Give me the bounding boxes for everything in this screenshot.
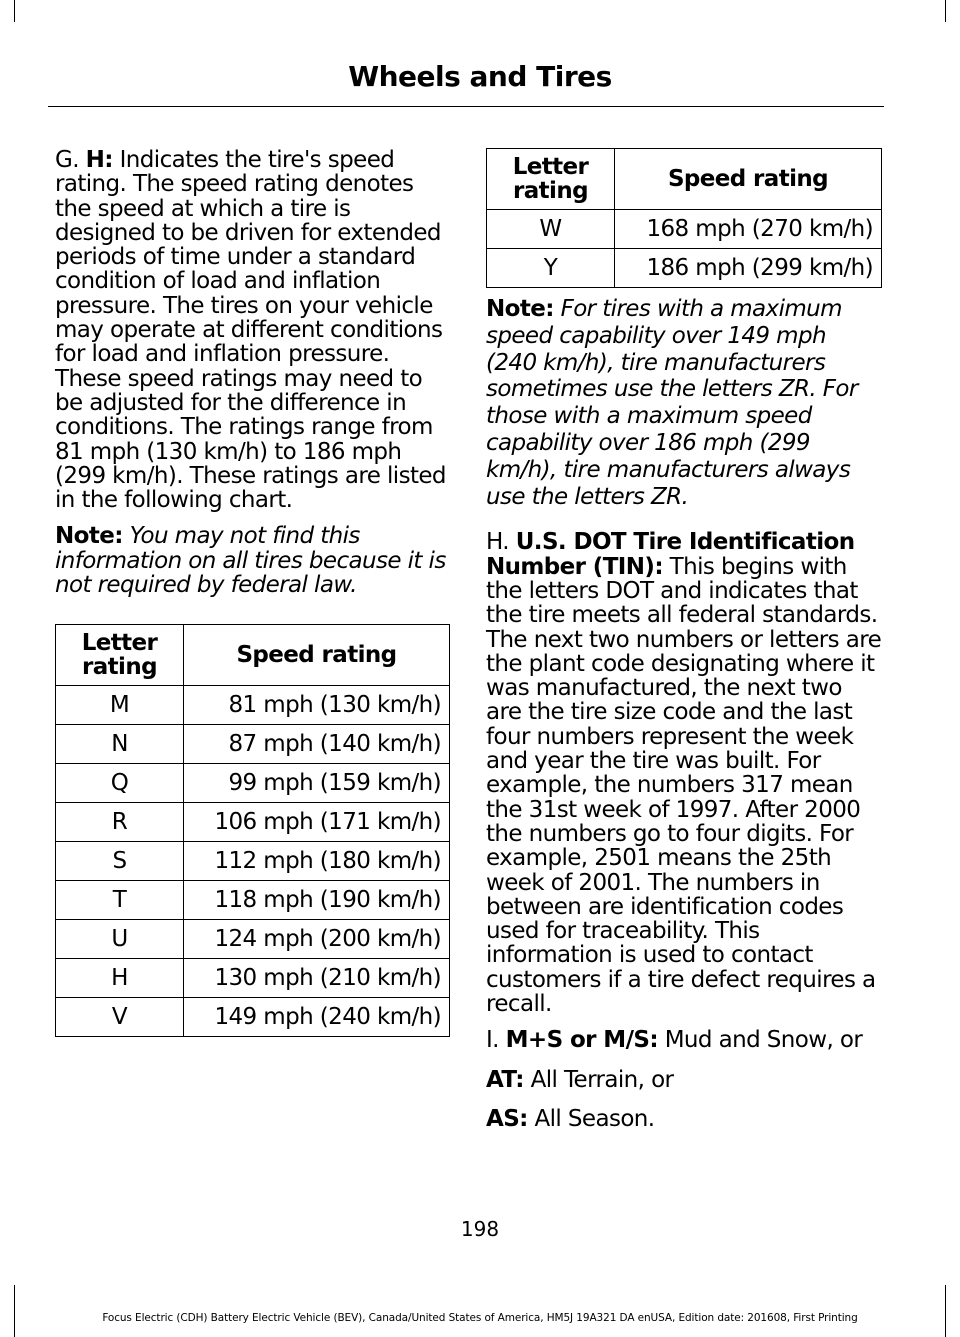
table-cell-letter: Y — [487, 249, 615, 288]
note-left — [55, 524, 450, 597]
paragraph-at — [486, 1068, 882, 1092]
footer-text: Focus Electric (CDH) Battery Electric Vehicle (BEV), Canada/United States of America, HM5J 19A321 DA enUSA, Edition date: 201608, First Printing — [102, 1312, 858, 1324]
table-cell-letter: V — [56, 998, 184, 1037]
table-cell-speed: 149 mph (240 km/h) — [184, 998, 450, 1037]
note-left-body: You may not find this information on all tires because it is not required by federal law. — [55, 523, 446, 599]
speed-rating-table-left — [55, 624, 450, 1037]
crop-mark-top-left — [14, 0, 15, 22]
note-right-label: Note: — [486, 296, 554, 322]
table-row — [56, 998, 450, 1037]
table-cell-speed: 118 mph (190 km/h) — [184, 881, 450, 920]
note-right — [486, 296, 882, 510]
table-cell-speed: 130 mph (210 km/h) — [184, 959, 450, 998]
left-column — [55, 148, 450, 1037]
paragraph-g-body: Indicates the tire's speed rating. The speed rating denotes the speed at which a tire is designed to be driven for extended periods of time under a standard condition of load and inflation pressure. The tires on your vehicle may operate at different conditions for load and inflation pressure. These speed ratings may need to be adjusted for the difference in conditions. The ratings range from 81 mph (130 km/h) to 186 mph (299 km/h). These ratings are listed in the following chart. — [55, 147, 446, 514]
paragraph-i — [486, 1028, 882, 1052]
table-row — [56, 764, 450, 803]
paragraph-h-label: U.S. DOT Tire Identification Number (TIN): — [486, 529, 855, 580]
paragraph-g-label: H: — [85, 147, 113, 173]
table-header-speed: Speed rating — [615, 149, 882, 210]
paragraph-g — [55, 148, 450, 512]
table-cell-letter: H — [56, 959, 184, 998]
paragraph-i-prefix: I. — [486, 1027, 499, 1054]
paragraph-g-prefix: G. — [55, 147, 79, 173]
table-row — [487, 249, 882, 288]
table-cell-speed: 106 mph (171 km/h) — [184, 803, 450, 842]
table-cell-letter: R — [56, 803, 184, 842]
table-cell-letter: T — [56, 881, 184, 920]
table-row — [56, 959, 450, 998]
header-divider — [48, 106, 884, 107]
page-number: 198 — [460, 1217, 500, 1241]
table-cell-speed: 186 mph (299 km/h) — [615, 249, 882, 288]
speed-rating-table-right — [486, 148, 882, 288]
table-header-letter: Letter rating — [487, 149, 615, 210]
table-cell-speed: 168 mph (270 km/h) — [615, 210, 882, 249]
table-cell-speed: 81 mph (130 km/h) — [184, 686, 450, 725]
paragraph-at-body: All Terrain, or — [530, 1066, 674, 1093]
table-row — [56, 842, 450, 881]
table-header-letter: Letter rating — [56, 625, 184, 686]
table-row — [56, 725, 450, 764]
table-cell-letter: S — [56, 842, 184, 881]
paragraph-i-body: Mud and Snow, or — [664, 1027, 863, 1054]
table-header-speed: Speed rating — [184, 625, 450, 686]
table-row — [56, 686, 450, 725]
table-row — [487, 210, 882, 249]
paragraph-h-prefix: H. — [486, 529, 510, 556]
table-cell-letter: Q — [56, 764, 184, 803]
table-cell-speed: 112 mph (180 km/h) — [184, 842, 450, 881]
paragraph-as-label: AS: — [486, 1105, 528, 1132]
paragraph-as — [486, 1107, 882, 1131]
table-row — [56, 881, 450, 920]
paragraph-as-body: All Season. — [534, 1105, 655, 1132]
crop-mark-bottom-right — [945, 1285, 946, 1337]
table-cell-letter: N — [56, 725, 184, 764]
note-left-label: Note: — [55, 523, 123, 550]
table-cell-speed: 124 mph (200 km/h) — [184, 920, 450, 959]
table-cell-speed: 87 mph (140 km/h) — [184, 725, 450, 764]
table-cell-letter: U — [56, 920, 184, 959]
crop-mark-top-right — [945, 0, 946, 22]
note-right-body: For tires with a maximum speed capability over 149 mph (240 km/h), tire manufacturers sometimes use the letters ZR. For those with a maximum speed capability over 186 mph (299 km/h), tire manufacturers always use the letters ZR. — [486, 296, 858, 510]
table-row — [56, 920, 450, 959]
table-row — [56, 803, 450, 842]
right-column — [486, 148, 882, 1143]
table-cell-letter: W — [487, 210, 615, 249]
page-title: Wheels and Tires — [348, 60, 612, 93]
paragraph-h — [486, 530, 882, 1016]
table-header-row — [56, 625, 450, 686]
table-cell-letter: M — [56, 686, 184, 725]
paragraph-h-body: This begins with the letters DOT and indicates that the tire meets all federal standards. The next two numbers or letters are the plant code designating where it was manufactured, the next two are the tire size code and the last four numbers represent the week and year the tire was built. For example, the numbers 317 mean the 31st week of 1997. After 2000 the numbers go to four digits. For example, 2501 means the 25th week of 2001. The numbers in between are identification codes used for traceability. This information is used to contact customers if a tire defect requires a recall. — [486, 553, 882, 1018]
table-cell-speed: 99 mph (159 km/h) — [184, 764, 450, 803]
paragraph-i-label: M+S or M/S: — [505, 1027, 658, 1054]
paragraph-at-label: AT: — [486, 1066, 524, 1093]
crop-mark-bottom-left — [14, 1285, 15, 1337]
table-header-row — [487, 149, 882, 210]
